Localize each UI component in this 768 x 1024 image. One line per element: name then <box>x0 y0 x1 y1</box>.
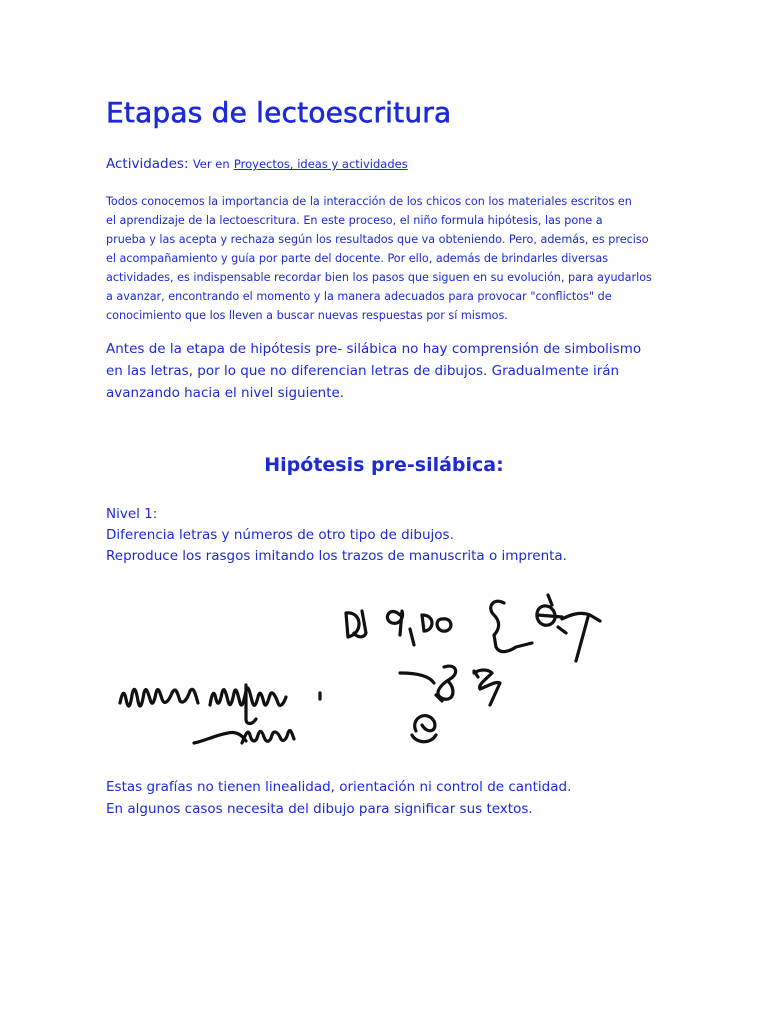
scribble-cursive-left <box>120 685 320 743</box>
scribble-letters-middle <box>400 666 500 742</box>
intro-line: Todos conocemos la importancia de la interacción de los chicos con los materiales escritos en <box>106 195 632 208</box>
closing-line: En algunos casos necesita del dibujo para significar sus textos. <box>106 801 533 817</box>
page-title: Etapas de lectoescritura <box>106 96 452 129</box>
intro-line: actividades, es indispensable recordar bien los pasos que siguen en su evolución, para ayudarlos <box>106 271 652 284</box>
intro-line: el aprendizaje de la lectoescritura. En este proceso, el niño formula hipótesis, las pone a <box>106 214 603 227</box>
level-1-block <box>106 504 567 567</box>
level-line: Reproduce los rasgos imitando los trazos de manuscrita o imprenta. <box>106 548 567 564</box>
pre-syllabic-line: avanzando hacia el nivel siguiente. <box>106 385 345 401</box>
intro-line: el acompañamiento y guía por parte del docente. Por ello, además de brindarles diversas <box>106 252 609 265</box>
intro-paragraph <box>106 192 666 325</box>
activities-line <box>106 156 408 172</box>
level-line: Diferencia letras y números de otro tipo de dibujos. <box>106 527 454 543</box>
intro-line: conocimiento que los lleven a buscar nuevas respuestas por sí mismos. <box>106 309 508 322</box>
closing-paragraph <box>106 776 571 820</box>
projects-link[interactable]: Proyectos, ideas y actividades <box>233 157 408 171</box>
activities-label: Actividades: <box>106 156 189 172</box>
level-label: Nivel 1: <box>106 506 158 522</box>
activities-prefix: Ver en <box>192 157 230 171</box>
intro-line: prueba y las acepta y rechaza según los resultados que va obteniendo. Pero, además, es preciso <box>106 233 649 246</box>
scribble-letters-top <box>346 595 600 661</box>
pre-syllabic-line: en las letras, por lo que no diferencian letras de dibujos. Gradualmente irán <box>106 363 620 379</box>
pre-syllabic-line: Antes de la etapa de hipótesis pre- silábica no hay comprensión de simbolismo <box>106 341 642 357</box>
pre-syllabic-paragraph <box>106 338 686 404</box>
section-heading: Hipótesis pre-silábica: <box>264 454 504 476</box>
closing-line: Estas grafías no tienen linealidad, orientación ni control de cantidad. <box>106 779 572 795</box>
child-writing-scribbles-image <box>100 585 630 760</box>
intro-line: a avanzar, encontrando el momento y la manera adecuados para provocar "conflictos" de <box>106 290 612 303</box>
